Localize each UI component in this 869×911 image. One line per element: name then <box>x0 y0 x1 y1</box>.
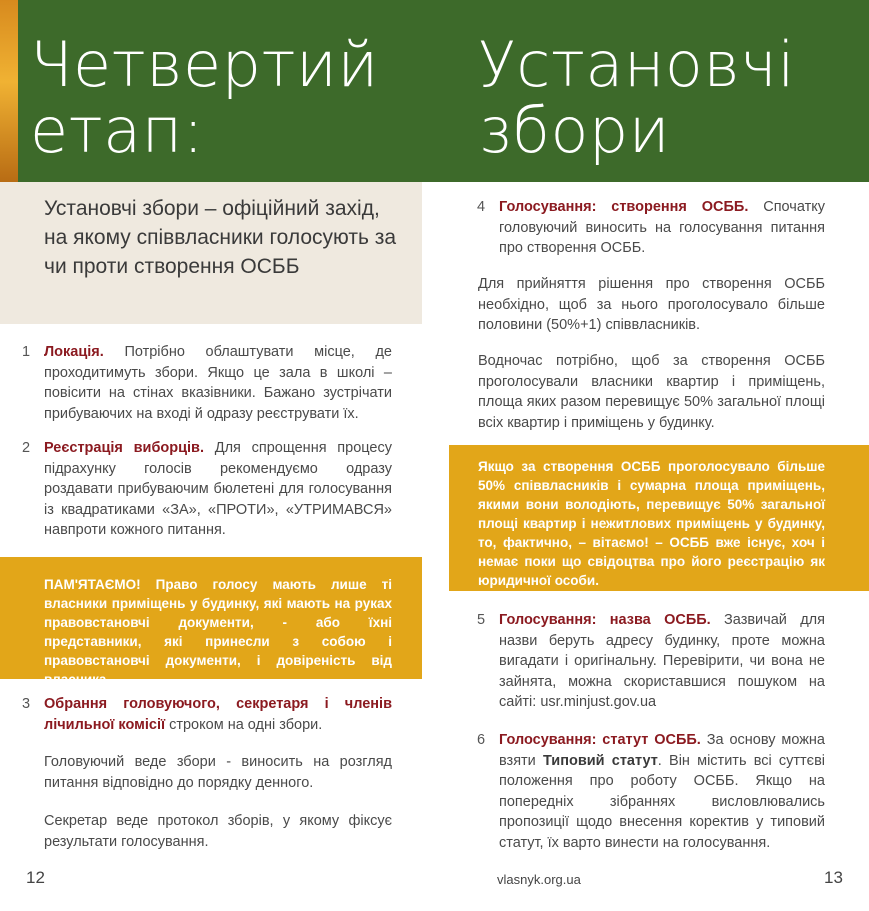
item-text: За основу можна взяти <box>499 732 825 769</box>
page-number-left: 12 <box>26 868 45 887</box>
item-text: Зазвичай для назви беруть адресу будинку, проте можна вигадати і оригінальну. Перевірити, чи вона не зайнята, можна скориставшися пошуком на сайті: usr.minjust.gov.ua <box>499 612 825 710</box>
item-text: Для спрощення процесу підрахунку голосів рекомендуємо одразу роздавати прибуваючим бюлетені для голосування із квадратиками «ЗА», «ПРОТИ», «УТРИМАВСЯ» навпроти кожного питання. <box>44 440 392 538</box>
list-item-vote-charter <box>477 730 826 853</box>
remember-callout <box>0 557 422 687</box>
item-keyword: Голосування: статут ОСББ. <box>499 732 701 748</box>
page-number-right: 13 <box>824 868 843 887</box>
list-item-registration <box>22 438 392 541</box>
item-number: 3 <box>22 696 31 712</box>
list-item-vote-name <box>477 610 825 713</box>
item-text: . Він містить всі суттєві положення про роботу ОСББ. Якщо на попередніх зібраннях висловлювались пропозиції щодо внесення коректив у типовий статут, їх варто винести на голосування. <box>499 752 826 851</box>
item-number: 6 <box>477 732 486 748</box>
callout-text: ПАМ'ЯТАЄМО! Право голосу мають лише ті власники приміщень у будинку, які мають на руках правовстановчі документи, - або їхні представники, які принесли з собою і правовстановчі документи, і довіреність від власника. <box>44 577 392 687</box>
website-url[interactable]: vlasnyk.org.ua <box>497 872 581 887</box>
model-charter-label: Типовий статут <box>542 752 658 769</box>
item-keyword: Голосування: назва ОСББ. <box>499 612 711 628</box>
item-keyword: Реєстрація виборців. <box>44 440 204 456</box>
secretary-paragraph: Секретар веде протокол зборів, у якому фіксує результати голосування. <box>44 813 392 850</box>
section-title: Установчі збори <box>478 28 796 167</box>
item-text: строком на одні збори. <box>165 716 323 733</box>
callout-text: Якщо за створення ОСББ проголосувало більше 50% співвласників і сумарна площа приміщень, якими вони володіють, перевищує 50% загальної площі квартир і нежитлових приміщень у будинку, то, фактично, – вітаємо! – ОСББ вже існує, хоч і немає поки що свідоцтва про його реєстрацію як юридичної особи. <box>478 459 825 588</box>
chairman-paragraph: Головуючий веде збори - виносить на розгляд питання відповідно до порядку денного. <box>44 754 392 791</box>
item-keyword: Голосування: створення ОСББ. <box>499 199 749 215</box>
list-item-location <box>22 342 392 424</box>
item-number: 5 <box>477 612 486 628</box>
list-item-vote-creation <box>477 197 825 259</box>
stage-title: Четвертий етап: <box>30 28 379 167</box>
item-text: Спочатку головуючий виносить на голосування питання про створення ОСББ. <box>499 199 825 256</box>
item-text: Потрібно облаштувати місце, де проходитимуть збори. Якщо це зала в школі – повісити на стінах вказівники. Бажано зустрічати прибуваючих на вході й одразу реєструвати їх. <box>44 344 392 422</box>
list-item-officers <box>22 694 392 735</box>
item-number: 1 <box>22 344 31 360</box>
congrats-callout <box>449 445 869 591</box>
decision-paragraph: Для прийняття рішення про створення ОСББ необхідно, щоб за нього проголосувало більше половини (50%+1) співвласників. <box>478 276 825 333</box>
item-number: 4 <box>477 199 486 215</box>
decorative-strip <box>0 0 18 182</box>
intro-text: Установчі збори – офіційний захід, на якому співвласники голосують за чи проти створення ОСББ <box>44 197 397 278</box>
item-number: 2 <box>22 440 31 456</box>
item-keyword: Обрання головуючого, секретаря і членів лічильної комісії <box>44 696 392 733</box>
item-keyword: Локація. <box>44 344 104 360</box>
area-paragraph: Водночас потрібно, щоб за створення ОСББ проголосували власники квартир і приміщень, площа яких разом перевищує 50% загальної площі всіх квартир і приміщень у будинку. <box>478 353 825 431</box>
